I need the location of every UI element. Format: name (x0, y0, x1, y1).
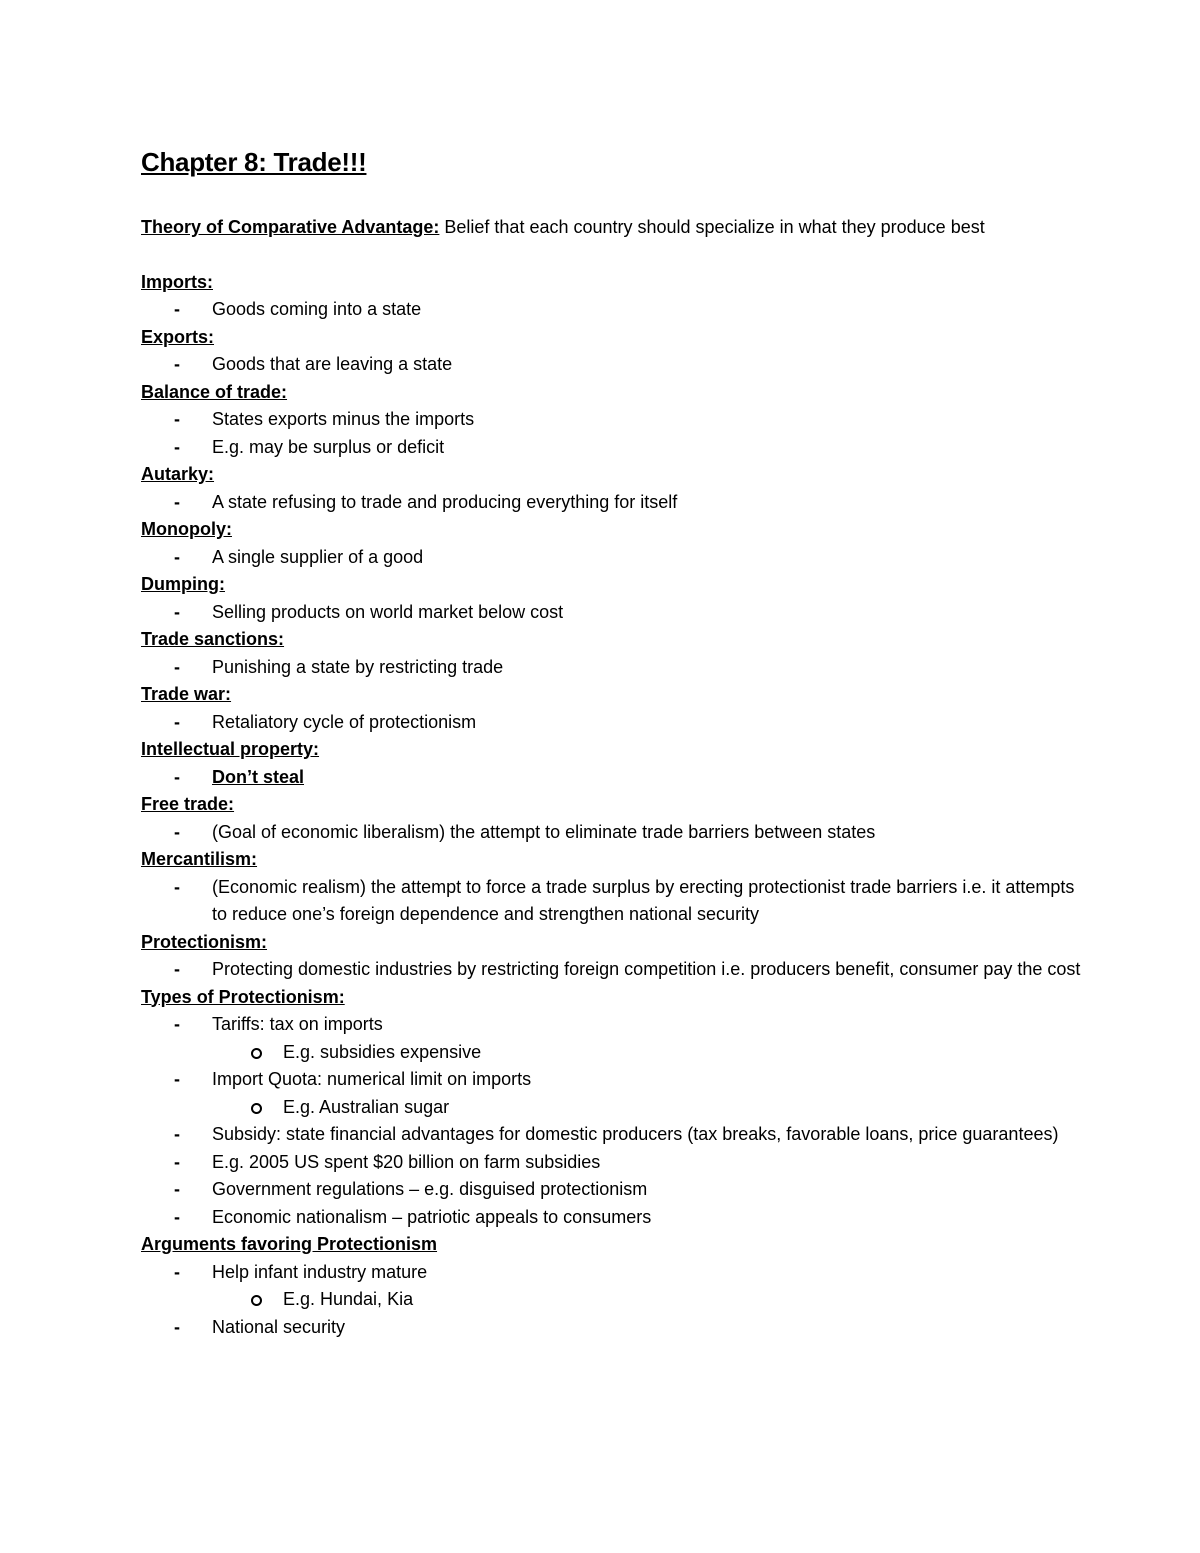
list-item (141, 1149, 1081, 1177)
list-item-text: Help infant industry mature (212, 1261, 428, 1282)
list-item (141, 599, 1081, 627)
list-item-text: (Goal of economic liberalism) the attempt to eliminate trade barriers between states (212, 821, 876, 842)
list-item (141, 1121, 1081, 1149)
list-item (141, 709, 1081, 737)
list-item (141, 874, 1081, 929)
dash-bullet-icon: - (174, 601, 180, 622)
list-item-text: Economic nationalism – patriotic appeals to consumers (212, 1206, 652, 1227)
sub-list-item (141, 1039, 1081, 1067)
dash-bullet-icon: - (174, 436, 180, 457)
list-item (141, 819, 1081, 847)
circle-bullet-icon (251, 1103, 262, 1114)
sub-list-item-text: E.g. subsidies expensive (283, 1041, 482, 1062)
list-item (141, 1314, 1081, 1342)
section-heading: Imports: (141, 271, 213, 292)
dash-bullet-icon: - (174, 546, 180, 567)
definition-text: Belief that each country should specialize in what they produce best (439, 217, 985, 237)
list-item (141, 406, 1081, 434)
dash-bullet-icon: - (174, 876, 180, 897)
list-item (141, 1204, 1081, 1232)
document-page (141, 144, 1081, 1341)
list-item (141, 654, 1081, 682)
section-heading: Free trade: (141, 794, 235, 814)
list-item (141, 489, 1081, 517)
section-heading: Dumping: (141, 574, 225, 594)
dash-bullet-icon: - (174, 1206, 180, 1227)
dash-bullet-icon: - (174, 1069, 180, 1089)
list-item (141, 1176, 1081, 1204)
sub-list-item (141, 1286, 1081, 1314)
notes-sections (141, 269, 1081, 1342)
list-item-text: Government regulations – e.g. disguised protectionism (212, 1179, 648, 1199)
section-heading: Protectionism: (141, 931, 268, 952)
section-heading: Monopoly: (141, 519, 232, 539)
list-item-text: Goods that are leaving a state (212, 354, 453, 374)
list-item (141, 1066, 1081, 1094)
list-item (141, 1259, 1081, 1287)
dash-bullet-icon: - (174, 1124, 180, 1144)
list-item-text: (Economic realism) the attempt to force a trade surplus by erecting protectionist trade barriers i.e. it attempts to reduce one’s foreign dependence and strengthen national security (212, 876, 1075, 924)
section-heading: Balance of trade: (141, 381, 288, 402)
dash-bullet-icon: - (174, 409, 180, 429)
list-item-text: Selling products on world market below cost (212, 601, 564, 622)
list-item (141, 296, 1081, 324)
list-item-text: Import Quota: numerical limit on imports (212, 1069, 532, 1089)
dash-bullet-icon: - (174, 1316, 180, 1337)
list-item (141, 434, 1081, 462)
list-item (141, 1011, 1081, 1039)
page-title: Chapter 8: Trade!!! (141, 147, 367, 177)
dash-bullet-icon: - (174, 821, 180, 842)
sub-list-item-text: E.g. Australian sugar (283, 1096, 450, 1117)
list-item-text: Tariffs: tax on imports (212, 1014, 383, 1034)
list-item-text: E.g. 2005 US spent $20 billion on farm subsidies (212, 1151, 601, 1172)
dash-bullet-icon: - (174, 491, 180, 512)
section-heading: Exports: (141, 326, 215, 347)
definition-term: Theory of Comparative Advantage: (141, 217, 440, 237)
list-item-text: A state refusing to trade and producing everything for itself (212, 491, 678, 512)
section-heading: Trade sanctions: (141, 629, 285, 649)
section-heading: Autarky: (141, 464, 215, 484)
dash-bullet-icon: - (174, 766, 180, 787)
list-item-text: Goods coming into a state (212, 299, 422, 319)
dash-bullet-icon: - (174, 354, 180, 374)
list-item (141, 764, 1081, 792)
list-item-text: Protecting domestic industries by restricting foreign competition i.e. producers benefit, consumer pay the cost (212, 959, 1081, 979)
list-item-text: Subsidy: state financial advantages for domestic producers (tax breaks, favorable loans, price guarantees) (212, 1124, 1059, 1144)
section-heading: Arguments favoring Protectionism (141, 1234, 438, 1254)
list-item-text: National security (212, 1316, 346, 1337)
list-item-text: Don’t steal (212, 766, 305, 787)
dash-bullet-icon: - (174, 959, 180, 979)
list-item (141, 351, 1081, 379)
circle-bullet-icon (251, 1048, 262, 1059)
sub-list-item (141, 1094, 1081, 1122)
list-item-text: States exports minus the imports (212, 409, 475, 429)
list-item-text: Retaliatory cycle of protectionism (212, 711, 477, 732)
list-item (141, 544, 1081, 572)
list-item-text: A single supplier of a good (212, 546, 424, 567)
section-heading: Trade war: (141, 684, 232, 704)
dash-bullet-icon: - (174, 1151, 180, 1172)
dash-bullet-icon: - (174, 711, 180, 732)
sub-list-item-text: E.g. Hundai, Kia (283, 1289, 414, 1309)
section-heading: Mercantilism: (141, 849, 258, 869)
dash-bullet-icon: - (174, 1261, 180, 1282)
circle-bullet-icon (251, 1295, 262, 1306)
section-heading: Types of Protectionism: (141, 986, 345, 1007)
dash-bullet-icon: - (174, 299, 180, 319)
dash-bullet-icon: - (174, 1179, 180, 1199)
list-item-text: E.g. may be surplus or deficit (212, 436, 445, 457)
section-heading: Intellectual property: (141, 739, 320, 759)
list-item-text: Punishing a state by restricting trade (212, 656, 504, 677)
dash-bullet-icon: - (174, 656, 180, 677)
comparative-advantage-definition (141, 214, 1081, 242)
dash-bullet-icon: - (174, 1014, 180, 1034)
list-item (141, 956, 1081, 984)
